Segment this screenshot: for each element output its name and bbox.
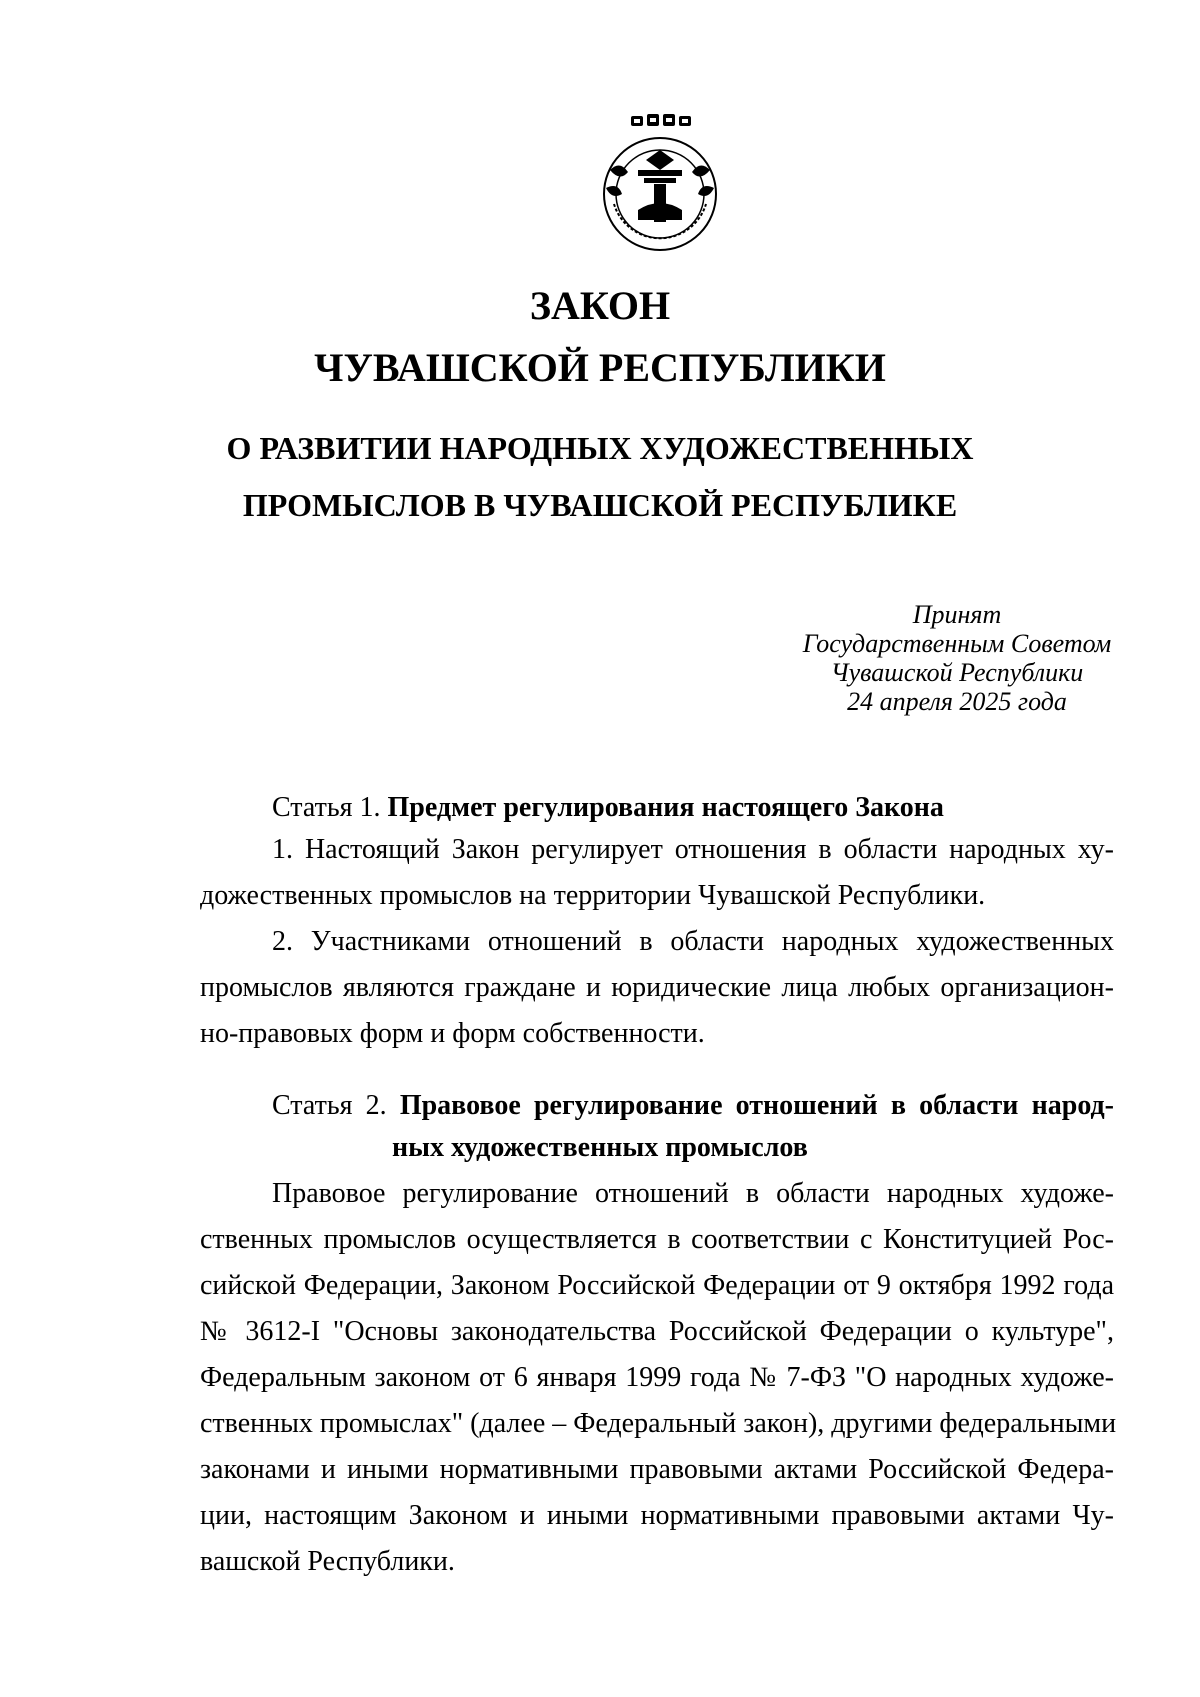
paragraph-line: № 3612-I "Основы законодательства Российской Федерации о культуре", <box>200 1316 1114 1347</box>
article-label: Статья 2. <box>272 1090 387 1121</box>
article-1-heading <box>272 788 1114 828</box>
adoption-date: 24 апреля 2025 года <box>847 687 1067 716</box>
article-title-continuation: ных художественных промыслов <box>392 1132 808 1163</box>
paragraph-line: ственных промыслах" (далее – Федеральный закон), другими федеральными <box>200 1408 1117 1439</box>
law-subject-line2: ПРОМЫСЛОВ В ЧУВАШСКОЙ РЕСПУБЛИКЕ <box>242 487 958 523</box>
paragraph-line: Федеральным законом от 6 января 1999 года № 7-ФЗ "О народных художе- <box>200 1362 1114 1393</box>
article-label: Статья 1. <box>272 792 381 823</box>
paragraph-line: законами и иными нормативными правовыми актами Российской Федера- <box>200 1454 1114 1485</box>
paragraph-line: 2. Участниками отношений в области народных художественных <box>272 926 1114 957</box>
article-title: Предмет регулирования настоящего Закона <box>387 792 944 823</box>
adoption-line: Принят <box>912 600 1002 629</box>
paragraph-line: 1. Настоящий Закон регулирует отношения в области народных ху- <box>272 834 1114 865</box>
paragraph-line: но-правовых форм и форм собственности. <box>200 1018 705 1049</box>
paragraph-line: ции, настоящим Законом и иными нормативными правовыми актами Чу- <box>200 1500 1114 1531</box>
paragraph-line: Правовое регулирование отношений в области народных художе- <box>272 1178 1114 1209</box>
article-2-heading <box>272 1086 1114 1126</box>
law-republic: ЧУВАШСКОЙ РЕСПУБЛИКИ <box>314 345 886 390</box>
paragraph-line: вашской Республики. <box>200 1546 455 1577</box>
coat-of-arms-emblem <box>598 114 722 254</box>
paragraph-line: ственных промыслов осуществляется в соответствии с Конституцией Рос- <box>200 1224 1114 1255</box>
adoption-note <box>792 600 1122 716</box>
paragraph-line: сийской Федерации, Законом Российской Федерации от 9 октября 1992 года <box>200 1270 1114 1301</box>
tree-of-life-symbol <box>638 150 682 222</box>
paragraph-line: промыслов являются граждане и юридические лица любых организацион- <box>200 972 1114 1003</box>
adoption-line: Чувашской Республики <box>830 658 1084 687</box>
law-subject-line1: О РАЗВИТИИ НАРОДНЫХ ХУДОЖЕСТВЕННЫХ <box>226 430 974 466</box>
article-title: Правовое регулирование отношений в области народ- <box>399 1090 1114 1121</box>
law-title: ЗАКОН <box>529 283 671 328</box>
crown-ornament <box>631 114 691 126</box>
paragraph-line: дожественных промыслов на территории Чувашской Республики. <box>200 880 986 911</box>
adoption-line: Государственным Советом <box>802 629 1112 658</box>
